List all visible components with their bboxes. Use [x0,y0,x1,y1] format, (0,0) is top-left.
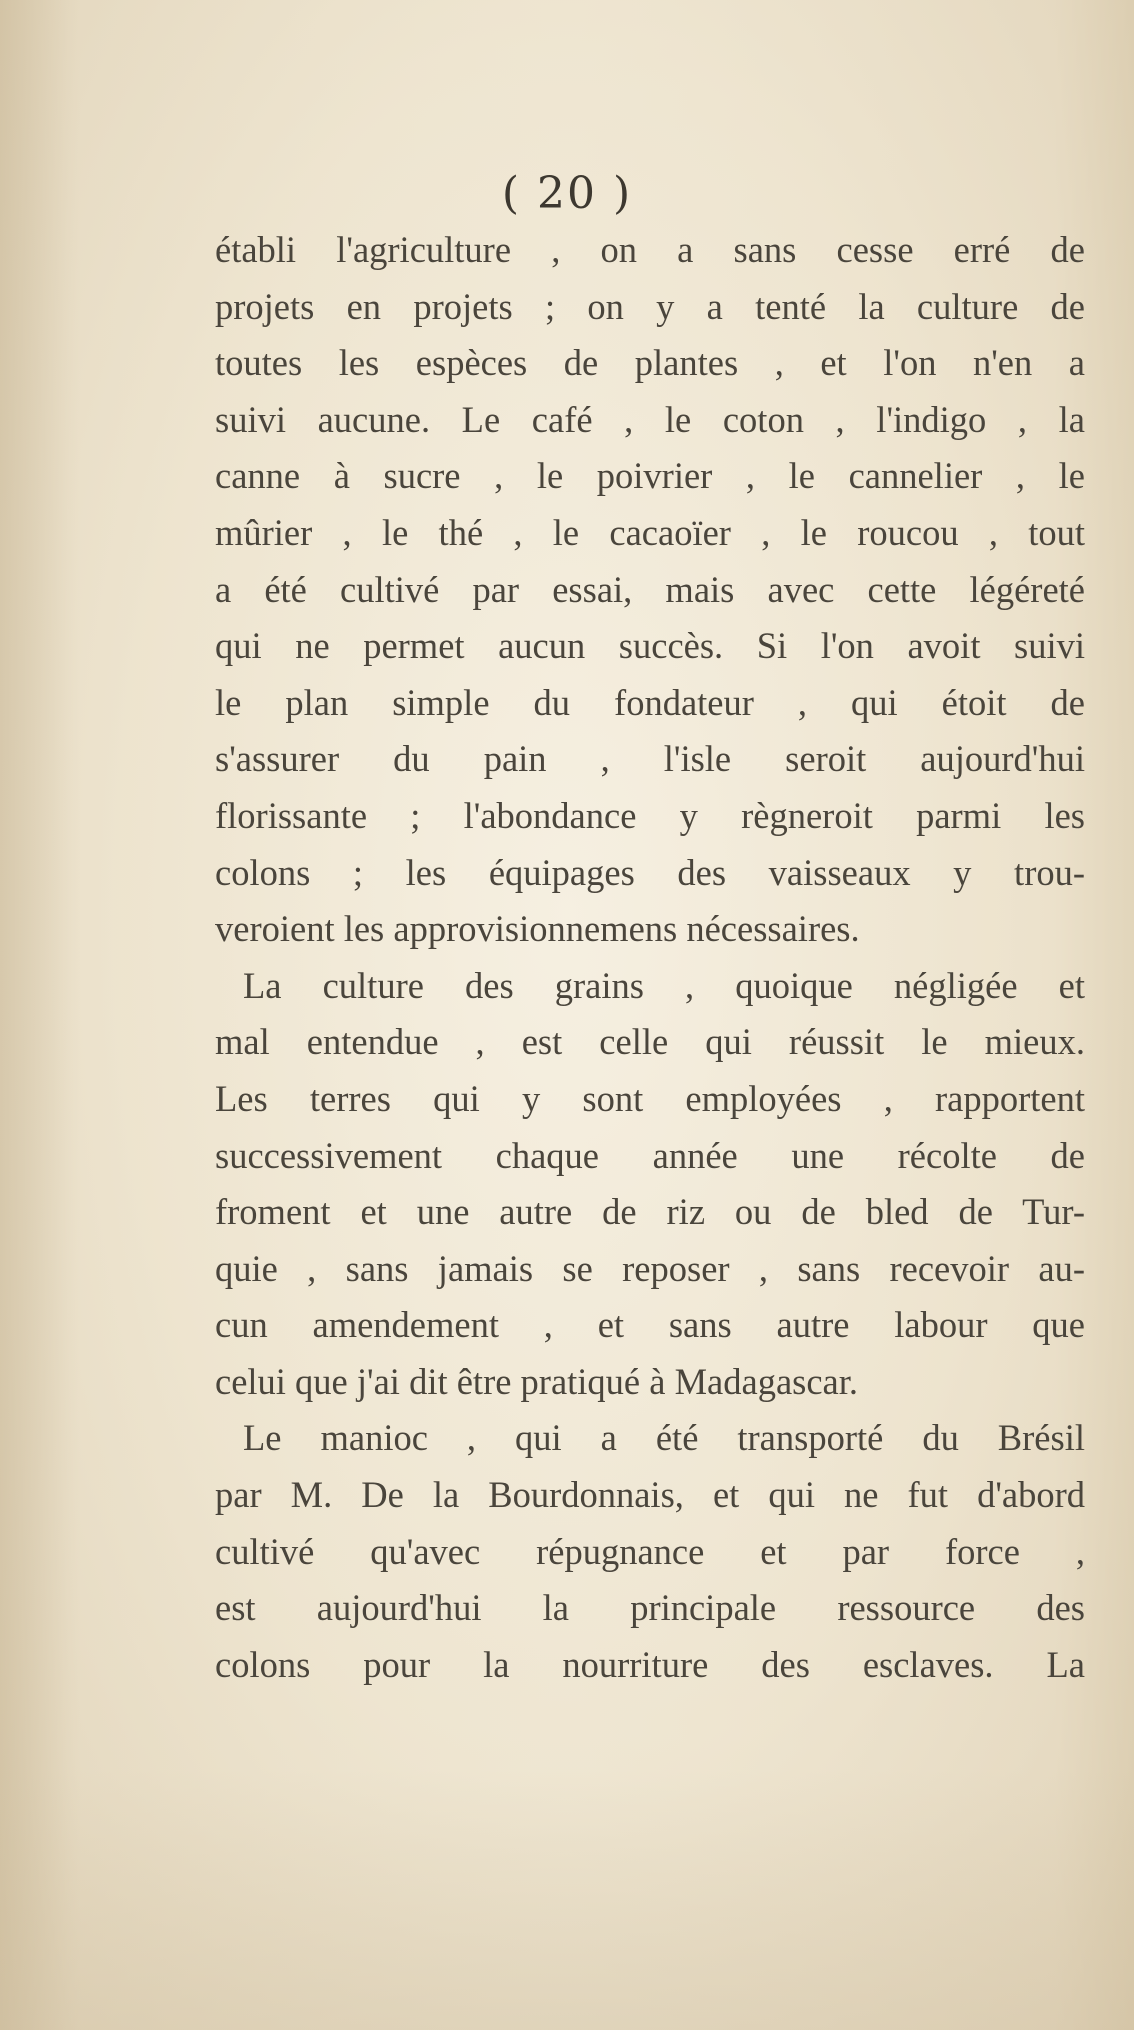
text-line: est aujourd'hui la principale ressource des [215,1587,1085,1629]
text-line: qui ne permet aucun succès. Si l'on avoit suivi [215,625,1085,667]
page-stain-bottom [0,1770,1134,2030]
text-line: toutes les espèces de plantes , et l'on n'en a [215,342,1085,384]
text-line: cun amendement , et sans autre labour que [215,1304,1085,1346]
text-line: projets en projets ; on y a tenté la culture de [215,285,1085,327]
body-text [215,222,1085,1693]
text-line: établi l'agriculture , on a sans cesse erré de [215,229,1085,270]
text-line: s'assurer du pain , l'isle seroit aujourd'hui [215,738,1085,780]
text-line: veroient les approvisionnemens nécessaires. [215,908,860,950]
text-line: colons pour la nourriture des esclaves. La [215,1643,1085,1685]
text-line: La culture des grains , quoique négligée et [243,964,1085,1006]
text-line: cultivé qu'avec répugnance et par force , [215,1530,1085,1572]
text-line: mal entendue , est celle qui réussit le mieux. [215,1021,1085,1063]
text-line: celui que j'ai dit être pratiqué à Madagascar. [215,1360,859,1402]
text-line: Le manioc , qui a été transporté du Brésil [243,1417,1085,1459]
text-line: a été cultivé par essai, mais avec cette légéreté [215,568,1085,610]
text-line: le plan simple du fondateur , qui étoit de [215,681,1085,723]
text-line: successivement chaque année une récolte de [215,1134,1085,1176]
text-line: colons ; les équipages des vaisseaux y trou- [215,851,1085,893]
text-line: par M. De la Bourdonnais, et qui ne fut d'abord [215,1474,1085,1516]
page-stain-left [0,0,80,2030]
page-number: ( 20 ) [501,168,633,219]
text-line: Les terres qui y sont employées , rapportent [215,1077,1085,1119]
text-line: florissante ; l'abondance y règneroit parmi les [215,794,1085,836]
text-line: mûrier , le thé , le cacaoïer , le roucou , tout [215,511,1085,553]
text-line: quie , sans jamais se reposer , sans recevoir au- [215,1247,1085,1289]
text-line: suivi aucune. Le café , le coton , l'indigo , la [215,398,1085,440]
text-line: froment et une autre de riz ou de bled de Tur- [215,1191,1085,1233]
text-line: canne à sucre , le poivrier , le cannelier , le [215,455,1085,497]
